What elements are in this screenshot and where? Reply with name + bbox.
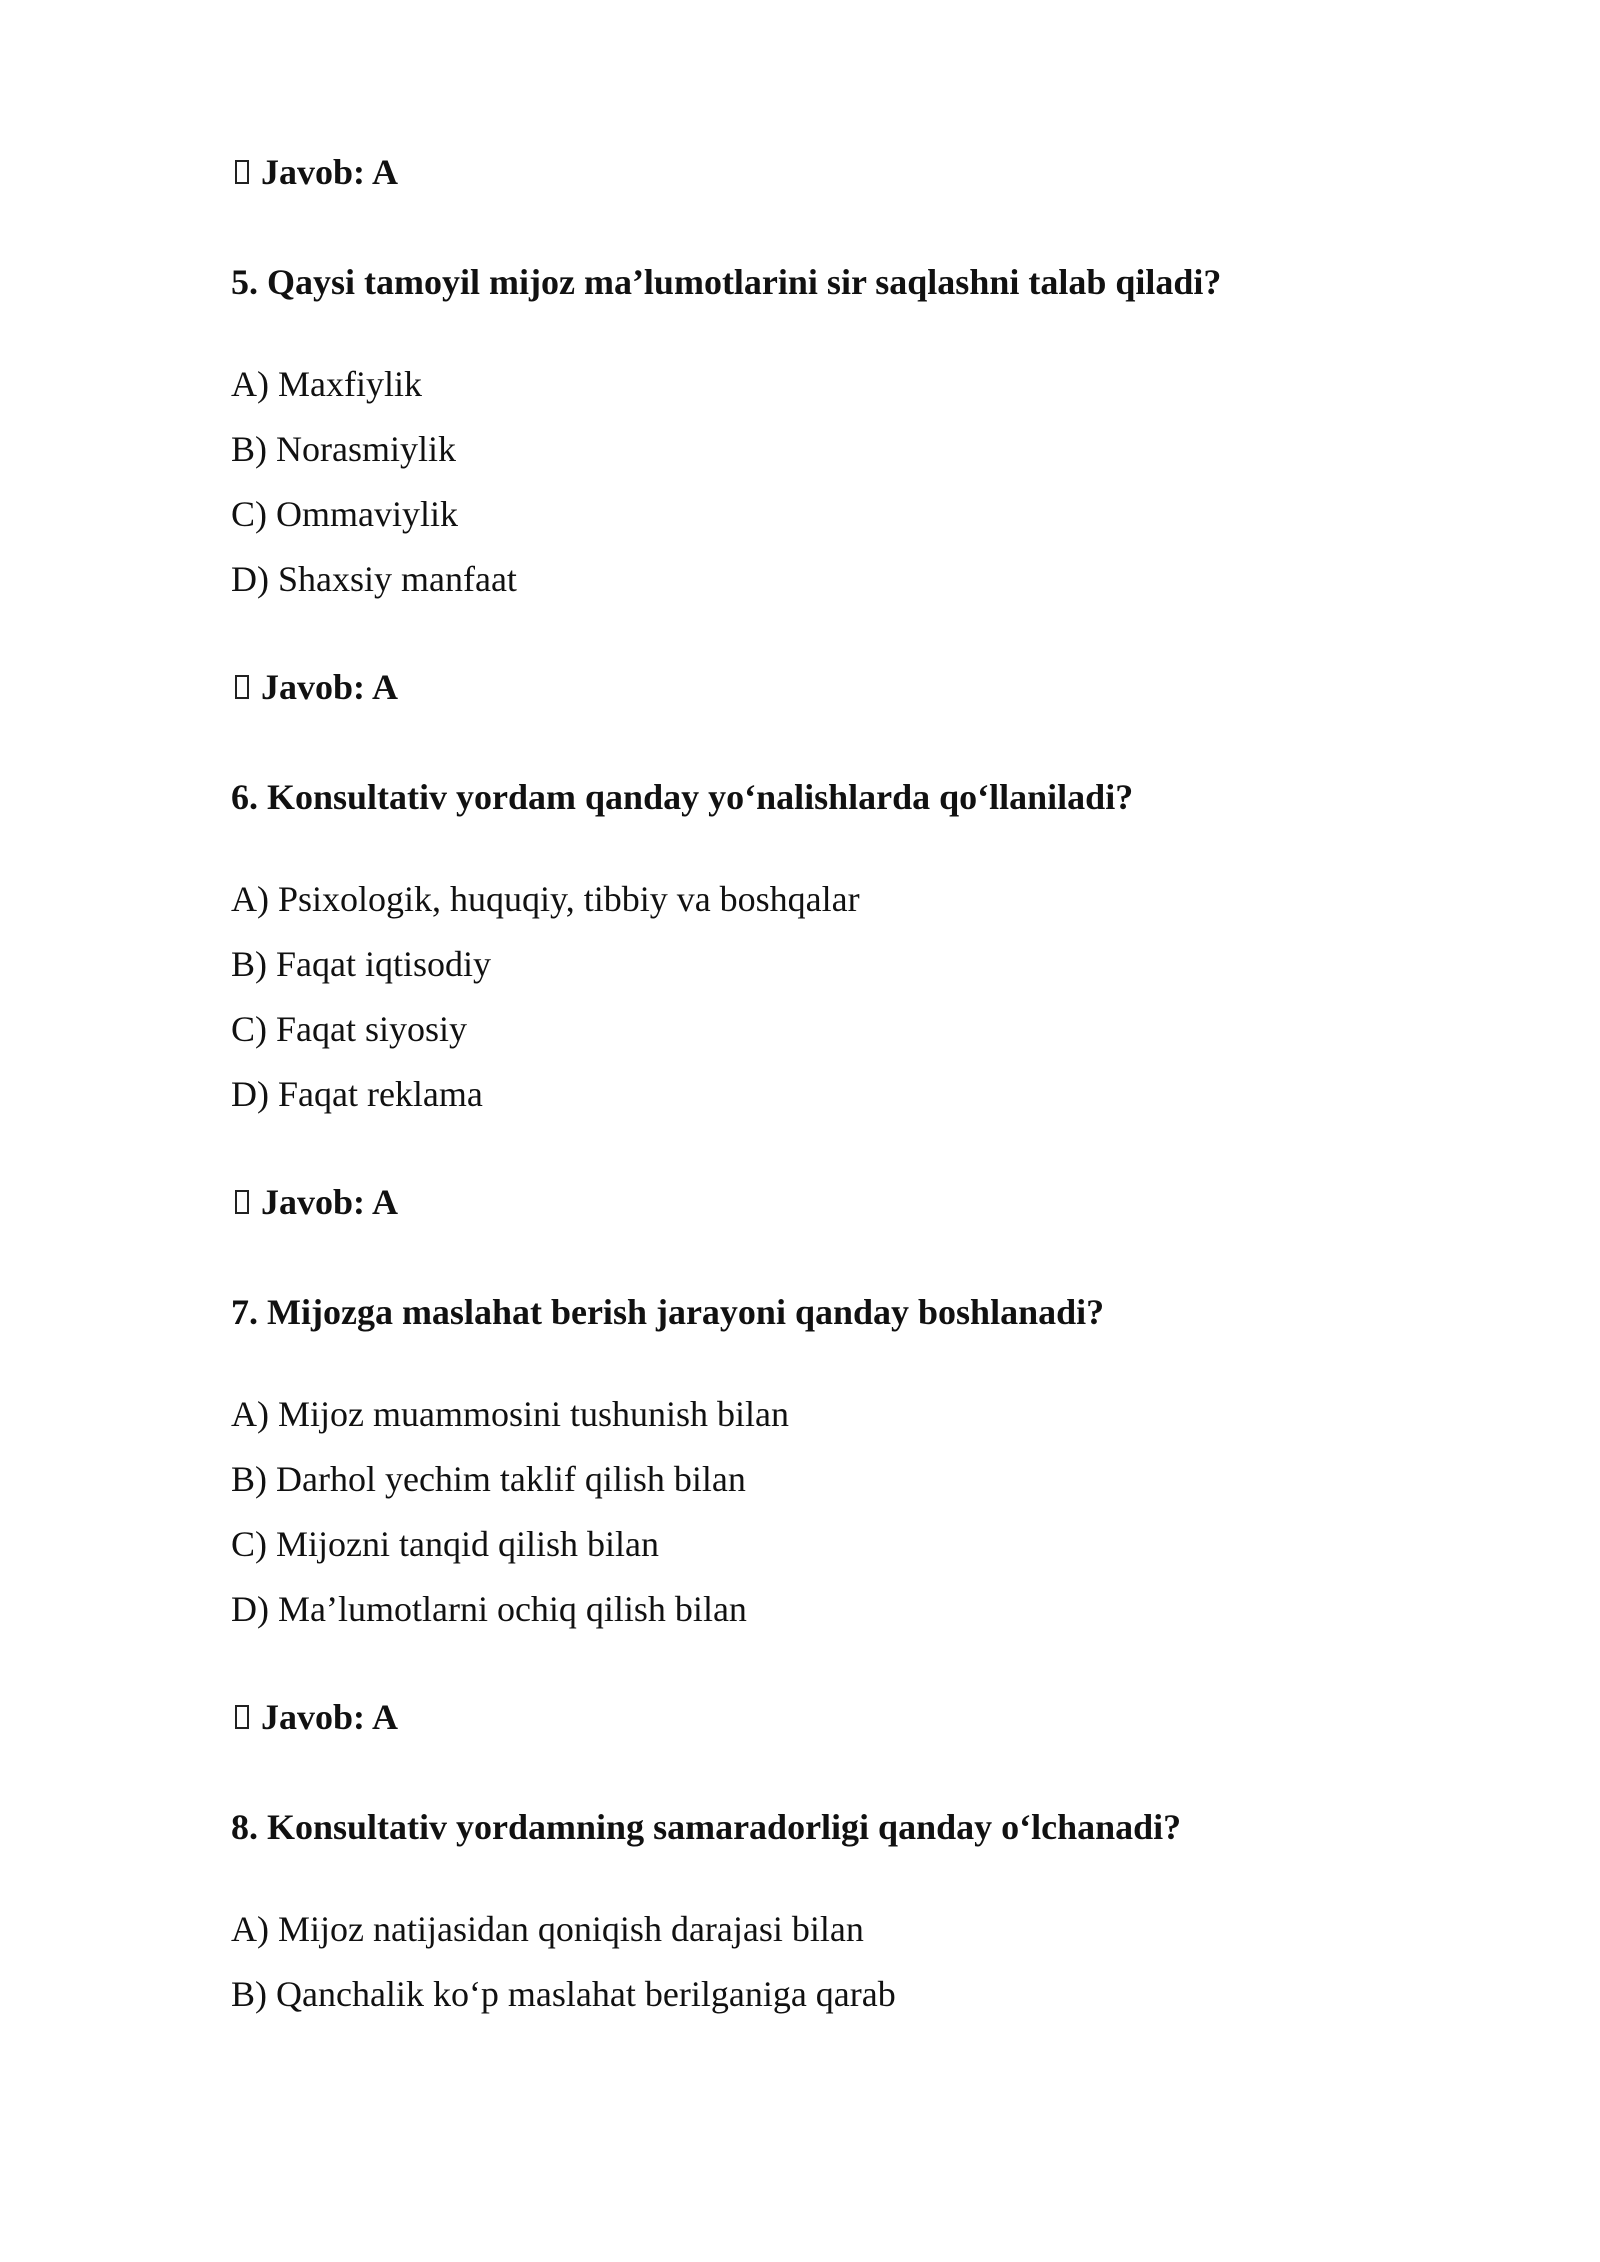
missing-glyph-box-icon — [235, 1190, 249, 1214]
answer-line-q6 — [231, 1180, 1431, 1224]
question-5: 5. Qaysi tamoyil mijoz ma’lumotlarini sir saqlashni talab qiladi? — [231, 262, 1222, 302]
option-a: A) Maxfiylik — [231, 364, 422, 404]
option-b: B) Faqat iqtisodiy — [231, 944, 491, 984]
options-q5 — [231, 362, 1431, 622]
option-a: A) Mijoz natijasidan qoniqish darajasi bilan — [231, 1909, 864, 1949]
missing-glyph-box-icon — [235, 1705, 249, 1729]
question-7: 7. Mijozga maslahat berish jarayoni qanday boshlanadi? — [231, 1292, 1105, 1332]
option-c: C) Faqat siyosiy — [231, 1009, 468, 1049]
option-b: B) Qanchalik ko‘p maslahat berilganiga qarab — [231, 1974, 896, 2014]
answer-text: Javob: A — [261, 1697, 399, 1737]
answer-text: Javob: A — [261, 1182, 399, 1222]
answer-line-q7 — [231, 1695, 1431, 1739]
answer-text: Javob: A — [261, 152, 399, 192]
document-page — [231, 150, 1431, 2037]
answer-text: Javob: A — [261, 667, 399, 707]
option-c: C) Ommaviylik — [231, 494, 458, 534]
option-d: D) Faqat reklama — [231, 1074, 483, 1114]
missing-glyph-box-icon — [235, 160, 249, 184]
option-a: A) Psixologik, huquqiy, tibbiy va boshqalar — [231, 879, 860, 919]
question-6: 6. Konsultativ yordam qanday yo‘nalishlarda qo‘llaniladi? — [231, 777, 1134, 817]
answer-line-q5 — [231, 665, 1431, 709]
option-b: B) Norasmiylik — [231, 429, 456, 469]
options-q6 — [231, 877, 1431, 1137]
missing-glyph-box-icon — [235, 675, 249, 699]
option-d: D) Shaxsiy manfaat — [231, 559, 517, 599]
option-b: B) Darhol yechim taklif qilish bilan — [231, 1459, 746, 1499]
options-q7 — [231, 1392, 1431, 1652]
question-8: 8. Konsultativ yordamning samaradorligi qanday o‘lchanadi? — [231, 1807, 1182, 1847]
answer-line — [231, 150, 1431, 194]
option-c: C) Mijozni tanqid qilish bilan — [231, 1524, 659, 1564]
options-q8 — [231, 1907, 1431, 2037]
option-a: A) Mijoz muammosini tushunish bilan — [231, 1394, 789, 1434]
option-d: D) Ma’lumotlarni ochiq qilish bilan — [231, 1589, 747, 1629]
